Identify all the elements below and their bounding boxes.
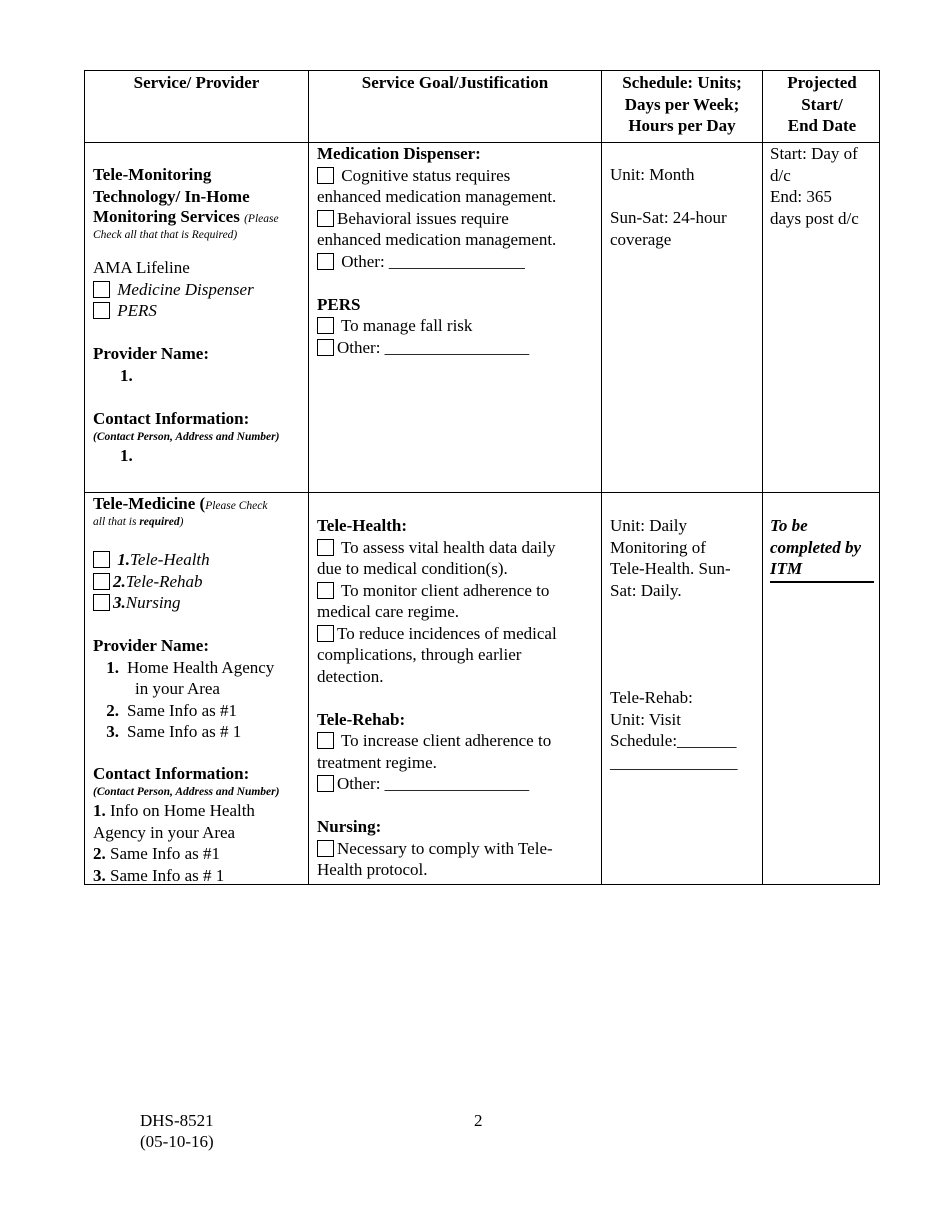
- option-nursing[interactable]: [93, 592, 305, 614]
- header-text: Service Goal/Justification: [361, 73, 549, 92]
- goal-text: Other: _________________: [337, 337, 530, 357]
- header-text: Days per Week;: [624, 94, 740, 114]
- check-note-text: ): [179, 516, 184, 528]
- provider-item: [93, 700, 305, 722]
- page-number: [474, 1110, 483, 1131]
- checkbox[interactable]: [317, 210, 334, 227]
- spacer: [610, 601, 760, 687]
- goal-text: detection.: [317, 666, 384, 686]
- spacer: [317, 795, 597, 817]
- contact-note: (Contact Person, Address and Number): [93, 786, 280, 798]
- checkbox[interactable]: [93, 594, 110, 611]
- date-text: End: 365: [770, 187, 832, 206]
- contact-number: 1.: [120, 446, 133, 465]
- contact-item: [93, 843, 305, 865]
- service-title: Technology/ In-Home: [93, 186, 250, 206]
- contact-text: Same Info as #1: [105, 844, 221, 863]
- check-note: (Please: [244, 213, 279, 225]
- tele-health-title: Tele-Health:: [317, 516, 408, 535]
- schedule-text: Tele-Rehab:: [610, 688, 693, 707]
- goal-text: medical care regime.: [317, 602, 460, 621]
- goal-fall-risk[interactable]: [317, 315, 597, 337]
- contact-number: 1.: [93, 801, 106, 820]
- spacer: [317, 687, 597, 709]
- goal-text: enhanced medication management.: [317, 230, 557, 249]
- checkbox[interactable]: [317, 167, 334, 184]
- header-text: Service/ Provider: [133, 73, 260, 92]
- goal-pers-other[interactable]: [317, 337, 597, 359]
- header-goal: [309, 72, 601, 94]
- checkbox[interactable]: [317, 775, 334, 792]
- spacer: [93, 386, 305, 408]
- spacer: [93, 614, 305, 636]
- contact-text: Info on Home Health: [105, 801, 255, 820]
- option-label: Medicine Dispenser: [117, 279, 254, 299]
- check-note: [93, 514, 305, 530]
- goal-text: enhanced medication management.: [317, 187, 557, 206]
- contact-text: Agency in your Area: [93, 822, 236, 842]
- spacer: [93, 243, 305, 257]
- check-note: Please Check: [205, 500, 268, 512]
- service-title: [93, 494, 305, 514]
- schedule-text: Unit: Daily: [610, 516, 687, 535]
- check-note-emphasis: required: [139, 516, 180, 528]
- row1-goal-cell: [317, 143, 597, 358]
- checkbox[interactable]: [317, 732, 334, 749]
- goal-text: To reduce incidences of medical: [337, 623, 557, 643]
- goal-text: complications, through earlier: [317, 645, 522, 664]
- schedule-text: Sun-Sat: 24-hour: [610, 208, 727, 227]
- date-text: completed by: [770, 537, 862, 557]
- row1-schedule-cell: [610, 164, 760, 250]
- checkbox[interactable]: [93, 551, 110, 568]
- option-number: 1.: [117, 550, 130, 569]
- option-number: 3.: [113, 593, 126, 612]
- goal-text: Behavioral issues require: [337, 208, 509, 228]
- goal-vital-health-data[interactable]: [317, 537, 597, 559]
- header-text: Schedule: Units;: [622, 73, 742, 92]
- row1-provider-cell: [93, 164, 305, 467]
- checkbox[interactable]: [317, 625, 334, 642]
- contact-note: (Contact Person, Address and Number): [93, 431, 280, 443]
- service-title: [93, 207, 305, 227]
- option-label: Tele-Health: [130, 550, 210, 569]
- option-medicine-dispenser[interactable]: [93, 279, 305, 301]
- checkbox[interactable]: [93, 281, 110, 298]
- schedule-text: Sat: Daily.: [610, 580, 682, 600]
- schedule-text: Unit: Visit: [610, 709, 681, 729]
- service-title: Tele-Monitoring: [93, 165, 212, 184]
- column-divider: [308, 71, 309, 884]
- row2-dates-cell: [770, 515, 880, 583]
- ama-lifeline-label: AMA Lifeline: [93, 258, 190, 277]
- goal-rehab-other[interactable]: [317, 773, 597, 795]
- provider-text: Same Info as #1: [127, 700, 238, 720]
- header-projected: [763, 72, 881, 137]
- goal-text: To assess vital health data daily: [337, 537, 556, 557]
- pers-title: PERS: [317, 294, 361, 314]
- schedule-text: Unit: Month: [610, 165, 695, 184]
- schedule-text: Monitoring of: [610, 537, 706, 557]
- service-title-text: Tele-Medicine (: [93, 494, 206, 513]
- tele-rehab-title: Tele-Rehab:: [317, 709, 406, 729]
- goal-med-other[interactable]: [317, 251, 597, 273]
- header-text: Start/: [801, 94, 843, 114]
- contact-number: 2.: [93, 844, 106, 863]
- header-text: Hours per Day: [628, 116, 736, 135]
- column-divider: [601, 71, 602, 884]
- provider-text: Home Health Agency: [127, 657, 275, 677]
- contact-item: [93, 822, 305, 844]
- medication-dispenser-title: Medication Dispenser:: [317, 144, 481, 163]
- page-number-text: 2: [474, 1111, 483, 1130]
- checkbox[interactable]: [317, 840, 334, 857]
- header-text: Projected: [787, 73, 857, 92]
- checkbox[interactable]: [317, 253, 334, 270]
- provider-text: in your Area: [135, 679, 220, 698]
- date-text: d/c: [770, 165, 791, 185]
- services-table: [84, 70, 880, 885]
- provider-name-label: Provider Name:: [93, 344, 209, 363]
- provider-number: 1.: [120, 365, 133, 385]
- goal-behavioral-issues[interactable]: [317, 208, 597, 230]
- contact-item: [93, 865, 305, 887]
- header-service-provider: [85, 72, 308, 94]
- header-text: End Date: [787, 116, 857, 135]
- schedule-text: coverage: [610, 229, 672, 249]
- checkbox[interactable]: [317, 539, 334, 556]
- column-divider: [762, 71, 763, 884]
- row2-provider-cell: [93, 494, 305, 886]
- service-title-text: Monitoring Services: [93, 207, 240, 226]
- option-pers[interactable]: [93, 300, 305, 322]
- row-divider: [85, 492, 879, 493]
- provider-item: [93, 721, 305, 743]
- contact-item: [93, 800, 305, 822]
- nursing-title: Nursing:: [317, 817, 382, 836]
- goal-cognitive-status[interactable]: [317, 165, 597, 187]
- spacer: [93, 322, 305, 344]
- checkbox[interactable]: [317, 339, 334, 356]
- goal-text: Health protocol.: [317, 860, 428, 879]
- spacer: [317, 272, 597, 294]
- date-text: days post d/c: [770, 208, 859, 228]
- provider-item: [93, 657, 305, 679]
- checkbox[interactable]: [93, 573, 110, 590]
- row2-goal-cell: [317, 515, 597, 881]
- header-schedule: [602, 72, 762, 137]
- option-tele-rehab[interactable]: [93, 571, 305, 593]
- contact-text: Same Info as # 1: [105, 865, 225, 885]
- provider-number: 2.: [106, 700, 119, 720]
- form-id: [140, 1110, 214, 1152]
- checkbox[interactable]: [317, 317, 334, 334]
- goal-text: Other: _________________: [337, 774, 530, 793]
- goal-text: treatment regime.: [317, 752, 437, 772]
- option-label: Nursing: [125, 593, 181, 612]
- checkbox[interactable]: [93, 302, 110, 319]
- goal-nursing-protocol[interactable]: [317, 838, 597, 860]
- goal-treatment-adherence[interactable]: [317, 730, 597, 752]
- goal-text: Other: ________________: [337, 251, 525, 271]
- row2-schedule-cell: [610, 515, 760, 773]
- goal-text: Necessary to comply with Tele-: [337, 838, 553, 858]
- goal-text: To manage fall risk: [337, 316, 473, 335]
- goal-text: due to medical condition(s).: [317, 559, 508, 578]
- option-number: 2.: [113, 571, 126, 591]
- date-text: ITM: [770, 558, 874, 583]
- goal-monitor-adherence[interactable]: [317, 580, 597, 602]
- spacer: [93, 743, 305, 765]
- form-date: (05-10-16): [140, 1132, 214, 1151]
- check-note-text: all that is: [93, 516, 140, 528]
- option-label: Tele-Rehab: [125, 571, 203, 591]
- provider-name-label: Provider Name:: [93, 636, 209, 655]
- schedule-text: _______________: [610, 752, 738, 772]
- contact-number: 3.: [93, 865, 106, 885]
- schedule-text: Tele-Health. Sun-: [610, 559, 731, 578]
- provider-number: 1.: [106, 657, 119, 677]
- row1-dates-cell: [770, 143, 880, 229]
- goal-reduce-complications[interactable]: [317, 623, 597, 645]
- date-text: Start: Day of: [770, 144, 858, 163]
- goal-text: To monitor client adherence to: [337, 580, 550, 600]
- checkbox[interactable]: [317, 582, 334, 599]
- option-label: PERS: [117, 301, 157, 320]
- schedule-text: Schedule:_______: [610, 731, 737, 750]
- spacer: [93, 530, 305, 549]
- goal-text: Cognitive status requires: [337, 165, 511, 185]
- spacer: [610, 186, 760, 208]
- form-number: DHS-8521: [140, 1111, 214, 1130]
- contact-label: Contact Information:: [93, 408, 250, 428]
- date-text: To be: [770, 516, 808, 535]
- check-note: Check all that that is Required): [93, 229, 238, 241]
- option-tele-health[interactable]: [93, 549, 305, 571]
- goal-text: To increase client adherence to: [337, 731, 552, 750]
- contact-label: Contact Information:: [93, 764, 250, 783]
- provider-text: Same Info as # 1: [127, 722, 242, 741]
- provider-number: 3.: [106, 722, 119, 741]
